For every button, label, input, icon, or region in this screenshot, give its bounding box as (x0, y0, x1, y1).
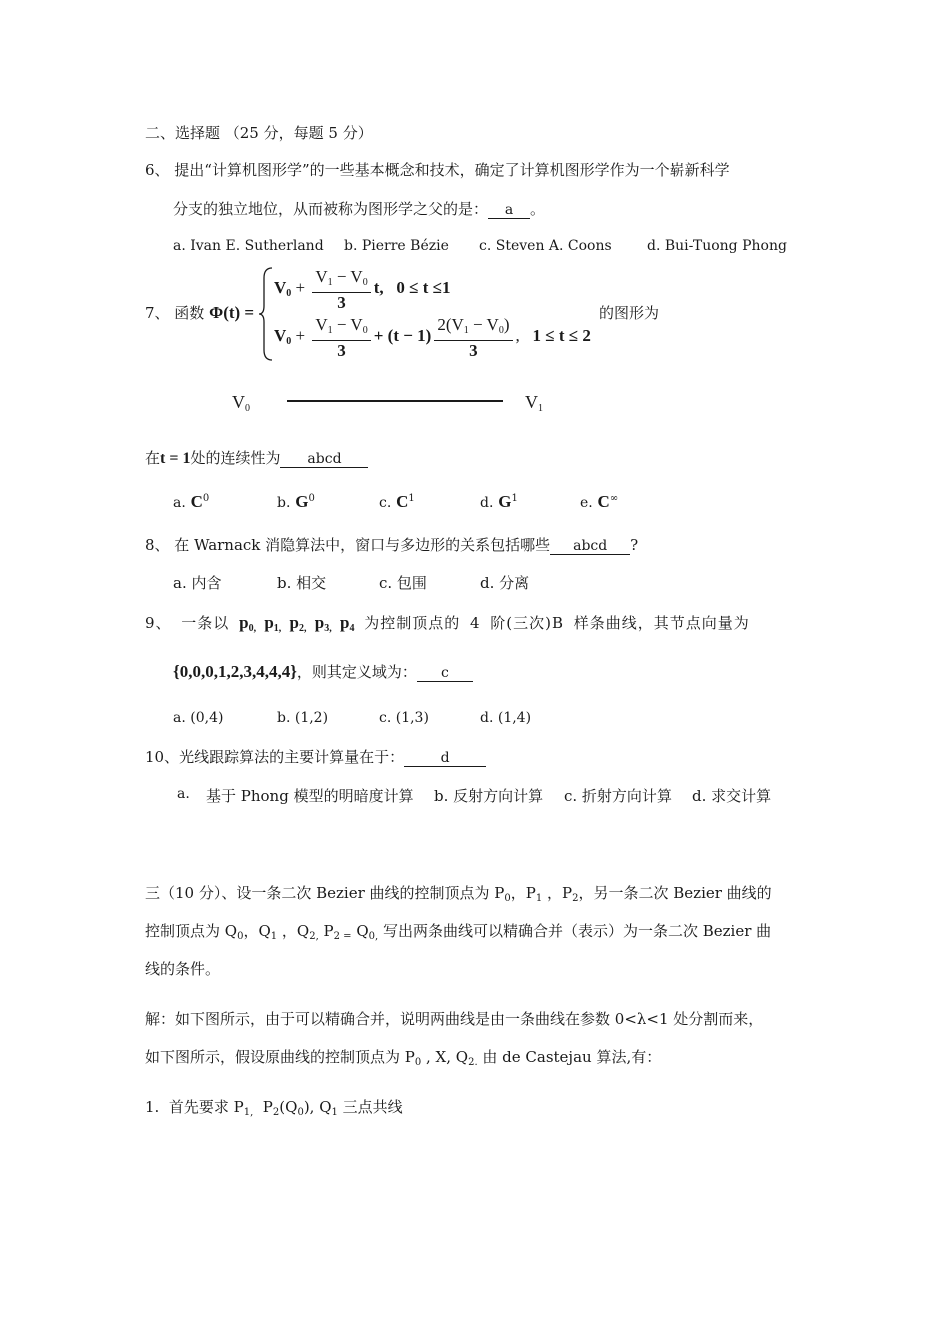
q10-option-d: d. 求交计算 (692, 787, 772, 805)
q8-option-d: d. 分离 (480, 574, 530, 592)
q7-continuity-expr: t = 1 (160, 450, 191, 467)
q7-option-b: b. $G^0$ (277, 492, 315, 511)
q7-row1-tail: t, (373, 278, 384, 297)
q7-row2-mid: + (t − 1) (373, 326, 432, 345)
q7-continuity-line (145, 448, 368, 469)
q7-row2-fraction1 (312, 315, 370, 360)
q6-line1: 6、 提出“计算机图形学”的一些基本概念和技术，确定了计算机图形学作为一个崭新科学 (145, 161, 730, 179)
solution-line2: 如下图所示，假设原曲线的控制顶点为 $P_0$ , X, $Q_{2.}$ 由 de Castejau 算法,有： (145, 1048, 662, 1068)
q7-row1-condition: 0 ≤ t ≤1 (396, 278, 451, 297)
q7-suffix: 的图形为 (599, 304, 660, 322)
q10-option-a: 基于 Phong 模型的明暗度计算 (206, 787, 414, 805)
q9-option-b: b. (1,2) (277, 710, 329, 726)
q7-row1: $V_0$ + $\frac{V_1 - V_0}{3}$ t, 0 ≤ t ≤1 (274, 266, 451, 312)
q7-figure-right-label: $V_1$ (525, 392, 543, 414)
q6-line2-prefix: 分支的独立地位，从而被称为图形学之父的是： (173, 200, 489, 218)
section3-line2: 控制顶点为 $Q_0$，$Q_1$ ，$Q_{2,}$ $P_{2 =}$ $Q_{0,}$ 写出两条曲线可以精确合并（表示）为一条二次 Bezier 曲 (145, 922, 772, 942)
q7-row1-v0: $V_0$ (274, 278, 292, 299)
q9-option-d: d. (1,4) (480, 710, 532, 726)
q7-row1-fraction (312, 267, 370, 312)
q7-label (145, 303, 254, 323)
q7-option-d: d. $G^1$ (480, 492, 518, 511)
q7-figure-segment (287, 400, 503, 402)
q9-points: $p_{0,}$ $p_{1,}$ $p_{2,}$ $p_{3,}$ $p_4$ (239, 613, 355, 634)
q6-line2-suffix: 。 (530, 200, 546, 218)
section3-line3: 线的条件。 (145, 960, 221, 978)
solution-item1: 1. 首先要求 $P_{1,}$ $P_2(Q_0)$, $Q_1$ 三点共线 (145, 1098, 403, 1118)
solution-line1: 解：如下图所示，由于可以精确合并，说明两曲线是由一条曲线在参数 0<λ<1 处分割而来， (145, 1010, 764, 1028)
q7-row2-condition: 1 ≤ t ≤ 2 (532, 326, 591, 345)
q7-continuity-text: 处的连续性为 (190, 449, 281, 467)
q8-text: 8、 在 Warnack 消隐算法中，窗口与多边形的关系包括哪些 (145, 536, 551, 554)
q9-line1 (145, 613, 750, 639)
q6-line2 (173, 199, 545, 219)
q9-middle: 为控制顶点的 4 阶(三次)B 样条曲线，其节点向量为 (364, 614, 750, 632)
q7-row2-denominator1: 3 (337, 340, 346, 360)
section2-header: 二、选择题 （25 分，每题 5 分） (145, 124, 373, 142)
q7-piecewise-brace (258, 266, 274, 362)
q7-option-a: a. $C^0$ (173, 492, 210, 511)
q7-row2-numerator2: $2(V_1 - V_0)$ (434, 315, 512, 341)
q9-option-a: a. (0,4) (173, 710, 224, 726)
q7-row2: $V_0$ + $\frac{V_1 - V_0}{3}$ + (t − 1) $\frac{2(V_1 - V_0)}{3}$ , 1 ≤ t ≤ 2 (274, 314, 591, 360)
q10-line (145, 747, 486, 767)
q7-continuity-prefix: 在 (145, 449, 161, 467)
q8-line (145, 535, 638, 555)
q8-answer-blank: abcd (550, 538, 630, 555)
q7-row2-denominator2: 3 (469, 340, 478, 360)
q9-answer-blank: c (417, 665, 473, 682)
q10-text: 10、光线跟踪算法的主要计算量在于： (145, 748, 405, 766)
q6-option-d: d. Bui-Tuong Phong (647, 238, 787, 254)
q9-knot-vector: {0,0,0,1,2,3,4,4,4} (173, 662, 297, 681)
q9-line2 (173, 662, 473, 682)
q7-row2-v0: $V_0$ (274, 326, 292, 347)
q7-label-text: 7、 函数 (145, 304, 205, 322)
q8-option-c: c. 包围 (379, 574, 427, 592)
q7-row1-numerator: $V_1 - V_0$ (312, 267, 370, 293)
q7-row2-numerator1: $V_1 - V_0$ (312, 315, 370, 341)
q9-domain-text: ，则其定义域为： (296, 663, 417, 681)
q7-row1-denominator: 3 (337, 292, 346, 312)
q10-answer-blank: d (404, 750, 486, 767)
q7-option-e: e. C∞ (580, 492, 619, 511)
q7-answer-blank: abcd (280, 451, 368, 468)
q10-option-a-letter: a. (177, 786, 190, 802)
q6-option-b: b. Pierre Bézie (344, 238, 449, 254)
section3-line1: 三（10 分）、设一条二次 Bezier 曲线的控制顶点为 $P_0$，$P_1$ ，$P_2$，另一条二次 Bezier 曲线的 (145, 884, 772, 904)
q6-option-a: a. Ivan E. Sutherland (173, 238, 324, 254)
q9-option-c: c. (1,3) (379, 710, 429, 726)
q6-option-c: c. Steven A. Coons (479, 238, 612, 254)
q8-option-a: a. 内含 (173, 574, 222, 592)
q6-answer-blank: a (488, 202, 530, 219)
q7-figure-left-label: $V_0$ (232, 392, 250, 414)
q8-option-b: b. 相交 (277, 574, 327, 592)
q7-row2-fraction2 (434, 315, 512, 360)
q9-prefix: 9、 一条以 (145, 614, 230, 632)
q10-option-b: b. 反射方向计算 (434, 787, 544, 805)
q7-option-c: c. $C^1$ (379, 492, 415, 511)
q10-option-c: c. 折射方向计算 (564, 787, 672, 805)
q7-function-name: Φ(t) = (209, 303, 255, 322)
q8-suffix: ? (630, 536, 639, 554)
